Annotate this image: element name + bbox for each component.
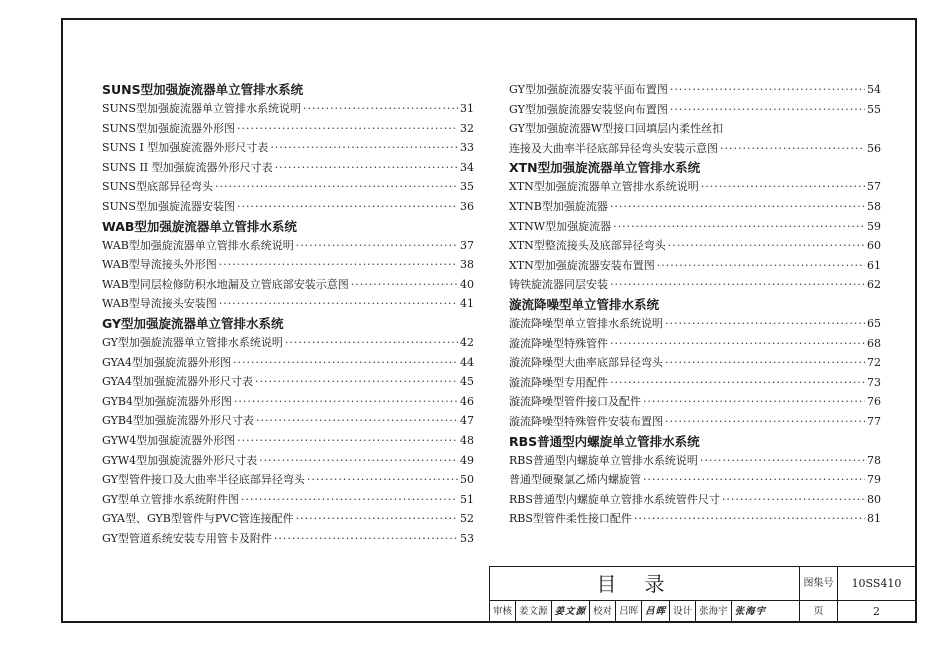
dot-leader — [665, 353, 865, 373]
design-label: 设计 — [670, 601, 696, 622]
toc-entry[interactable] — [102, 509, 474, 529]
dot-leader — [234, 392, 458, 412]
toc-entry-title: WAB型导流接头安装图 — [102, 297, 217, 311]
toc-entry-title: GYB4型加强旋流器外形尺寸表 — [102, 414, 254, 428]
dot-leader — [722, 490, 865, 510]
atlas-number: 10SS410 — [838, 567, 916, 601]
check-signature: 吕晖 — [642, 601, 670, 622]
toc-entry-title: 漩流降噪型特殊管件 — [509, 336, 608, 350]
dot-leader — [670, 100, 865, 120]
toc-entry[interactable] — [509, 451, 881, 471]
toc-entry[interactable] — [102, 372, 474, 392]
toc-entry-title: GYW4型加强旋流器外形尺寸表 — [102, 453, 258, 467]
review-name: 姜文源 — [516, 601, 552, 622]
dot-leader — [700, 451, 865, 471]
signature-row — [490, 601, 800, 622]
toc-entry-title: 连接及大曲率半径底部异径弯头安装示意图 — [509, 141, 718, 155]
toc-entry[interactable] — [102, 333, 474, 353]
title-block-title: 目录 — [490, 567, 800, 601]
toc-entry[interactable] — [102, 392, 474, 412]
dot-leader — [219, 294, 458, 314]
toc-entry-title: XTNB型加强旋流器 — [509, 199, 608, 213]
toc-entry[interactable] — [509, 509, 881, 529]
toc-entry[interactable] — [509, 470, 881, 490]
toc-entry[interactable] — [509, 119, 881, 139]
toc-entry-title: GYB4型加强旋流器外形图 — [102, 394, 232, 408]
dot-leader — [237, 119, 458, 139]
section-heading: RBS普通型内螺旋单立管排水系统 — [509, 433, 700, 449]
toc-entry[interactable] — [509, 412, 881, 432]
title-block — [489, 566, 917, 623]
toc-entry[interactable] — [102, 451, 474, 471]
dot-leader — [255, 372, 458, 392]
toc-entry-page: 55 — [867, 102, 881, 116]
dot-leader — [259, 451, 458, 471]
toc-entry-title: 漩流降噪型特殊管件安装布置图 — [509, 414, 663, 428]
dot-leader — [285, 333, 458, 353]
toc-entry-title: 漩流降噪型管件接口及配件 — [509, 395, 641, 409]
toc-entry-page: 52 — [460, 512, 474, 526]
dot-leader — [643, 470, 865, 490]
toc-entry[interactable] — [102, 490, 474, 510]
toc-entry[interactable] — [509, 100, 881, 120]
toc-entry-title: WAB型导流接头外形图 — [102, 258, 217, 272]
toc-entry-title: GYA4型加强旋流器外形尺寸表 — [102, 375, 253, 389]
toc-entry-page: 58 — [867, 199, 881, 213]
toc-entry-title: XTN型加强旋流器安装布置图 — [509, 258, 655, 272]
section-heading: XTN型加强旋流器单立管排水系统 — [509, 160, 701, 176]
toc-entry-page: 31 — [460, 102, 474, 115]
dot-leader — [351, 275, 458, 295]
check-label: 校对 — [590, 601, 616, 622]
toc-entry[interactable] — [509, 236, 881, 256]
page-label: 页 — [800, 601, 838, 622]
toc-entry[interactable] — [509, 373, 881, 393]
dot-leader — [275, 158, 458, 178]
toc-entry[interactable] — [509, 314, 881, 334]
dot-leader — [665, 412, 865, 432]
toc-entry[interactable] — [509, 177, 881, 197]
dot-leader — [237, 431, 458, 451]
dot-leader — [613, 217, 865, 237]
toc-entry-page: 54 — [867, 83, 881, 96]
toc-entry-page: 73 — [867, 375, 881, 389]
toc-entry-title: GY型管件接口及大曲率半径底部异径弯头 — [102, 473, 305, 487]
toc-entry-page: 76 — [867, 395, 881, 409]
toc-entry-page: 79 — [867, 473, 881, 487]
toc-entry-title: RBS普通型内螺旋单立管排水系统管件尺寸 — [509, 492, 720, 506]
toc-entry-title: GYA4型加强旋流器外形图 — [102, 355, 231, 369]
toc-entry-title: XTN型整流接头及底部异径弯头 — [509, 239, 666, 253]
toc-entry-title: SUNS型加强旋流器安装图 — [102, 199, 235, 213]
toc-entry-title: 漩流降噪型专用配件 — [509, 375, 608, 389]
dot-leader — [241, 490, 458, 510]
dot-leader — [270, 138, 458, 158]
toc-entry-title: SUNS型加强旋流器单立管排水系统说明 — [102, 102, 301, 115]
dot-leader — [256, 411, 458, 431]
toc-entry[interactable] — [102, 529, 474, 549]
toc-entry[interactable] — [102, 294, 474, 314]
dot-leader — [668, 236, 865, 256]
toc-entry-title: SUNS型加强旋流器外形图 — [102, 121, 235, 135]
toc-left-column — [102, 80, 474, 548]
dot-leader — [307, 470, 458, 490]
dot-leader — [296, 236, 458, 256]
toc-entry-title: WAB型同层检修防积水地漏及立管底部安装示意图 — [102, 277, 349, 291]
toc-entry[interactable] — [509, 353, 881, 373]
toc-entry[interactable] — [509, 275, 881, 295]
toc-entry-title: 漩流降噪型单立管排水系统说明 — [509, 316, 663, 330]
toc-entry-page: 44 — [460, 355, 474, 369]
atlas-label: 图集号 — [800, 567, 838, 601]
toc-entry[interactable] — [509, 334, 881, 354]
toc-entry-page: 40 — [460, 277, 474, 291]
toc-entry-title: GY型单立管排水系统附件图 — [102, 492, 239, 506]
toc-entry-page: 34 — [460, 160, 474, 174]
toc-entry[interactable] — [102, 236, 474, 256]
toc-entry-title: SUNS型底部异径弯头 — [102, 180, 213, 194]
dot-leader — [215, 177, 458, 197]
review-label: 审核 — [490, 601, 516, 622]
toc-entry[interactable] — [509, 217, 881, 237]
design-signature: 张海宇 — [734, 606, 767, 617]
dot-leader — [237, 197, 458, 217]
toc-entry[interactable] — [102, 177, 474, 197]
toc-entry-page: 59 — [867, 219, 881, 233]
toc-entry-page: 38 — [460, 258, 474, 272]
toc-entry-page: 48 — [460, 433, 474, 447]
dot-leader — [610, 373, 865, 393]
toc-entry-page: 37 — [460, 238, 474, 252]
toc-entry[interactable] — [509, 256, 881, 276]
dot-leader — [233, 353, 458, 373]
toc-entry-title: GY型加强旋流器W型接口回填层内柔性丝扣 — [509, 122, 724, 136]
toc-entry-page: 80 — [867, 492, 881, 506]
toc-entry-page: 33 — [460, 141, 474, 155]
toc-entry[interactable] — [509, 139, 881, 159]
toc-entry[interactable] — [509, 392, 881, 412]
toc-entry-title: GY型加强旋流器安装平面布置图 — [509, 83, 668, 96]
toc-entry-title: GYW4型加强旋流器外形图 — [102, 433, 236, 447]
dot-leader — [296, 509, 458, 529]
toc-right-column — [509, 80, 881, 529]
toc-entry[interactable] — [102, 275, 474, 295]
toc-entry-page: 36 — [460, 199, 474, 213]
toc-entry[interactable] — [102, 353, 474, 373]
toc-entry-page: 49 — [460, 453, 474, 467]
toc-entry-page: 60 — [867, 239, 881, 253]
toc-entry-page: 47 — [460, 414, 474, 428]
toc-entry-page: 72 — [867, 356, 881, 370]
toc-entry-page: 50 — [460, 473, 474, 487]
review-signature: 姜文源 — [552, 601, 591, 622]
toc-entry[interactable] — [102, 411, 474, 431]
toc-entry[interactable] — [102, 431, 474, 451]
toc-entry[interactable] — [102, 119, 474, 139]
toc-entry-title: GY型加强旋流器单立管排水系统说明 — [102, 335, 283, 349]
toc-entry-title: 铸铁旋流器同层安装 — [509, 278, 608, 292]
toc-entry-title: RBS型管件柔性接口配件 — [509, 512, 632, 526]
toc-entry-title: 漩流降噪型大曲率底部异径弯头 — [509, 356, 663, 370]
dot-leader — [610, 334, 865, 354]
toc-entry-page: 57 — [867, 180, 881, 194]
dot-leader — [610, 197, 865, 217]
page-number: 2 — [838, 601, 916, 622]
toc-entry-page: 62 — [867, 278, 881, 292]
section-heading: GY型加强旋流器单立管排水系统 — [102, 315, 284, 331]
toc-entry-page: 46 — [460, 394, 474, 408]
toc-entry-title: GYA型、GYB型管件与PVC管连接配件 — [102, 512, 294, 526]
toc-entry-title: 普通型硬聚氯乙烯内螺旋管 — [509, 473, 641, 487]
toc-entry-title: RBS普通型内螺旋单立管排水系统说明 — [509, 453, 698, 467]
toc-entry[interactable] — [102, 197, 474, 217]
toc-entry-page: 78 — [867, 453, 881, 467]
toc-entry-title: SUNS II 型加强旋流器外形尺寸表 — [102, 160, 273, 174]
dot-leader — [657, 256, 865, 276]
toc-entry-title: GY型管道系统安装专用管卡及附件 — [102, 531, 272, 545]
toc-entry[interactable] — [102, 470, 474, 490]
dot-leader — [720, 139, 865, 159]
toc-entry-page: 65 — [867, 316, 881, 330]
dot-leader — [274, 529, 458, 549]
toc-entry[interactable] — [509, 197, 881, 217]
toc-entry-title: XTN型加强旋流器单立管排水系统说明 — [509, 180, 699, 194]
toc-entry[interactable] — [102, 138, 474, 158]
check-name: 吕晖 — [616, 601, 642, 622]
toc-entry-page: 56 — [867, 141, 881, 155]
toc-entry[interactable] — [102, 158, 474, 178]
toc-entry-page: 35 — [460, 180, 474, 194]
toc-entry-page: 41 — [460, 297, 474, 311]
toc-entry-page: 77 — [867, 414, 881, 428]
section-heading: WAB型加强旋流器单立管排水系统 — [102, 218, 297, 234]
toc-entry-title: XTNW型加强旋流器 — [509, 219, 612, 233]
toc-entry-title: SUNS I 型加强旋流器外形尺寸表 — [102, 141, 269, 155]
toc-entry-page: 42 — [460, 335, 474, 349]
design-name: 张海宇 — [696, 601, 732, 622]
toc-entry-page: 51 — [460, 492, 474, 506]
toc-entry-page: 81 — [867, 512, 881, 526]
section-heading: 漩流降噪型单立管排水系统 — [509, 296, 660, 312]
dot-leader — [701, 177, 865, 197]
dot-leader — [665, 314, 865, 334]
toc-entry[interactable] — [509, 490, 881, 510]
toc-entry-page: 53 — [460, 531, 474, 545]
dot-leader — [303, 99, 458, 119]
toc-entry[interactable] — [509, 80, 881, 100]
toc-entry-title: GY型加强旋流器安装竖向布置图 — [509, 102, 668, 116]
toc-entry[interactable] — [102, 255, 474, 275]
toc-entry-title: WAB型加强旋流器单立管排水系统说明 — [102, 238, 294, 252]
toc-entry-page: 32 — [460, 121, 474, 135]
toc-entry-page: 45 — [460, 375, 474, 389]
dot-leader — [670, 80, 865, 100]
toc-entry-page: 61 — [867, 258, 881, 272]
dot-leader — [219, 255, 458, 275]
toc-entry-page: 68 — [867, 336, 881, 350]
dot-leader — [610, 275, 865, 295]
dot-leader — [643, 392, 865, 412]
toc-entry[interactable] — [102, 99, 474, 119]
dot-leader — [634, 509, 865, 529]
section-heading: SUNS型加强旋流器单立管排水系统 — [102, 82, 304, 97]
